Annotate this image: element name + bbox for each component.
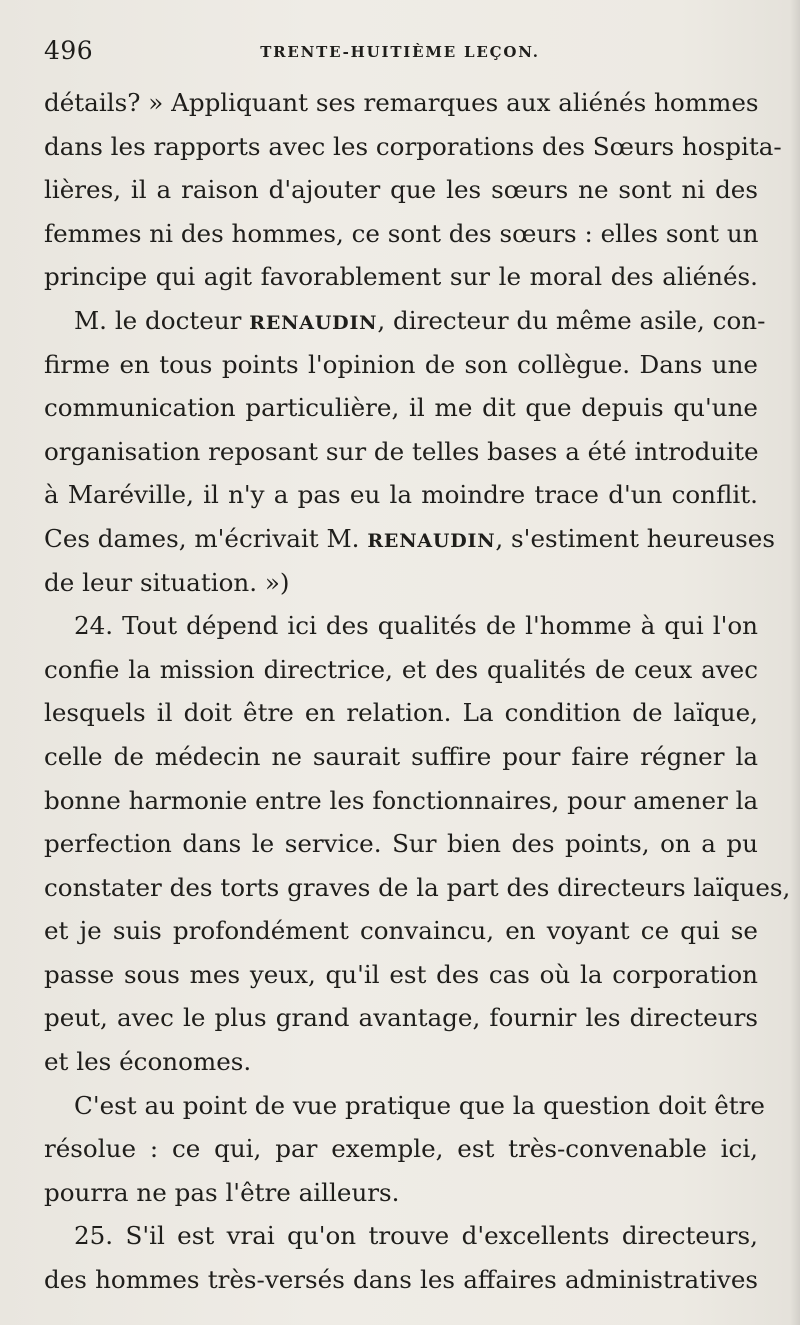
text-line: communication particulière, il me dit que depuis qu'une	[44, 393, 758, 423]
text-line: lières, il a raison d'ajouter que les sœurs ne sont ni des	[44, 175, 758, 205]
page-header	[44, 36, 756, 70]
text-line: passe sous mes yeux, qu'il est des cas où la corporation	[44, 959, 758, 989]
paragraph-start-24: 24. Tout dépend ici des qualités de l'homme à qui l'on	[74, 611, 758, 641]
text-line: constater des torts graves de la part des directeurs laïques,	[44, 872, 791, 902]
text-line: organisation reposant sur de telles bases a été introduite	[44, 436, 759, 466]
text-fragment: Ces dames, m'écrivait M.	[44, 523, 368, 553]
text-line: pourra ne pas l'être ailleurs.	[44, 1177, 400, 1207]
text-line: à Maréville, il n'y a pas eu la moindre trace d'un conflit.	[44, 480, 758, 510]
text-line: confie la mission directrice, et des qualités de ceux avec	[44, 654, 758, 684]
paragraph-start: C'est au point de vue pratique que la question doit être	[74, 1090, 765, 1120]
text-line: peut, avec le plus grand avantage, fournir les directeurs	[44, 1003, 758, 1033]
paragraph-start-25: 25. S'il est vrai qu'on trouve d'excellents directeurs,	[74, 1221, 758, 1251]
text-fragment: , s'estiment heureuses	[495, 523, 775, 553]
text-line: de leur situation. »)	[44, 567, 290, 597]
proper-name-small-caps: RENAUDIN	[249, 311, 378, 334]
text-line: et je suis profondément convaincu, en voyant ce qui se	[44, 916, 758, 946]
text-line: des hommes très-versés dans les affaires administratives	[44, 1265, 758, 1295]
page-number: 496	[44, 36, 94, 65]
text-line: perfection dans le service. Sur bien des points, on a pu	[44, 829, 758, 859]
text-line: résolue : ce qui, par exemple, est très-convenable ici,	[44, 1134, 758, 1164]
running-title: TRENTE-HUITIÈME LEÇON.	[260, 43, 540, 61]
text-line-with-name	[44, 299, 766, 343]
text-line: femmes ni des hommes, ce sont des sœurs : elles sont un	[44, 218, 759, 248]
text-line: dans les rapports avec les corporations des Sœurs hospita-	[44, 131, 782, 161]
text-line: détails? » Appliquant ses remarques aux aliénés hommes	[44, 88, 759, 117]
text-line-with-name	[44, 517, 775, 561]
text-fragment: , directeur du même asile, con-	[377, 305, 766, 335]
text-line: lesquels il doit être en relation. La condition de laïque,	[44, 698, 758, 728]
text-line: firme en tous points l'opinion de son collègue. Dans une	[44, 349, 758, 379]
body-text	[44, 81, 791, 1302]
text-fragment: M. le docteur	[74, 305, 250, 335]
page-edge-shadow	[790, 0, 800, 1325]
text-line: principe qui agit favorablement sur le moral des aliénés.	[44, 262, 758, 292]
text-line: celle de médecin ne saurait suffire pour faire régner la	[44, 741, 758, 771]
text-line: bonne harmonie entre les fonctionnaires, pour amener la	[44, 785, 759, 815]
text-line: et les économes.	[44, 1047, 252, 1077]
proper-name-small-caps: RENAUDIN	[367, 529, 496, 552]
